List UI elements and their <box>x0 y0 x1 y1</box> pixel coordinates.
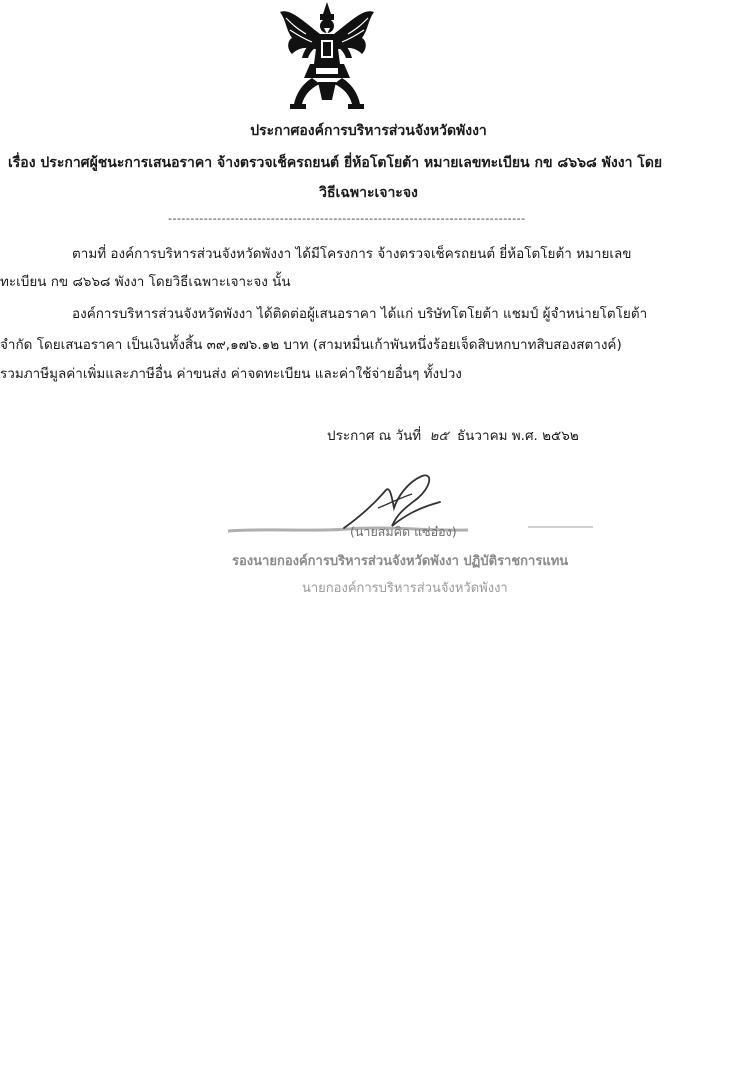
announcement-day: ๒๕ <box>429 428 449 444</box>
paragraph-1-line-2: ทะเบียน กข ๘๖๖๘ พังงา โดยวิธีเฉพาะเจาะจง นั้น <box>0 274 291 290</box>
paragraph-2-line-2: จำกัด โดยเสนอราคา เป็นเงินทั้งสิ้น ๓๙,๑๗๖.๑๒ บาท (สามหมื่นเก้าพันหนึ่งร้อยเจ็ดสิบหกบาทสิบสองสตางค์) <box>0 337 622 353</box>
paragraph-1-line-1: ตามที่ องค์การบริหารส่วนจังหวัดพังงา ได้มีโครงการ จ้างตรวจเช็ครถยนต์ ยี่ห้อโตโยต้า หมายเลข <box>72 246 632 262</box>
document-title: ประกาศองค์การบริหารส่วนจังหวัดพังงา <box>250 123 487 139</box>
paragraph-2-line-3: รวมภาษีมูลค่าเพิ่มและภาษีอื่น ค่าขนส่ง ค่าจดทะเบียน และค่าใช้จ่ายอื่นๆ ทั้งปวง <box>0 366 462 382</box>
announcement-prefix: ประกาศ ณ วันที่ <box>327 428 422 444</box>
separator-line: -------------------------------------------------------------------------------- <box>168 212 526 225</box>
subject-line-1: เรื่อง ประกาศผู้ชนะการเสนอราคา จ้างตรวจเช็ครถยนต์ ยี่ห้อโตโยต้า หมายเลขทะเบียน กข ๘๖๖๘ พังงา โดย <box>8 155 663 171</box>
announcement-date <box>327 424 579 446</box>
paragraph-2-line-1: องค์การบริหารส่วนจังหวัดพังงา ได้ติดต่อผู้เสนอราคา ได้แก่ บริษัทโตโยต้า แชมป์ ผู้จำหน่ายโตโยต้า <box>72 306 648 322</box>
signer-position-line-1: รองนายกองค์การบริหารส่วนจังหวัดพังงา ปฏิบัติราชการแทน <box>232 554 569 569</box>
signer-position-line-2: นายกองค์การบริหารส่วนจังหวัดพังงา <box>302 581 508 596</box>
announcement-suffix: ธันวาคม พ.ศ. ๒๕๖๒ <box>456 428 579 444</box>
subject-line-2: วิธีเฉพาะเจาะจง <box>319 185 418 201</box>
signer-name: (นายสมคิด แซ่อ๋อง) <box>350 524 457 539</box>
garuda-emblem <box>272 0 382 112</box>
